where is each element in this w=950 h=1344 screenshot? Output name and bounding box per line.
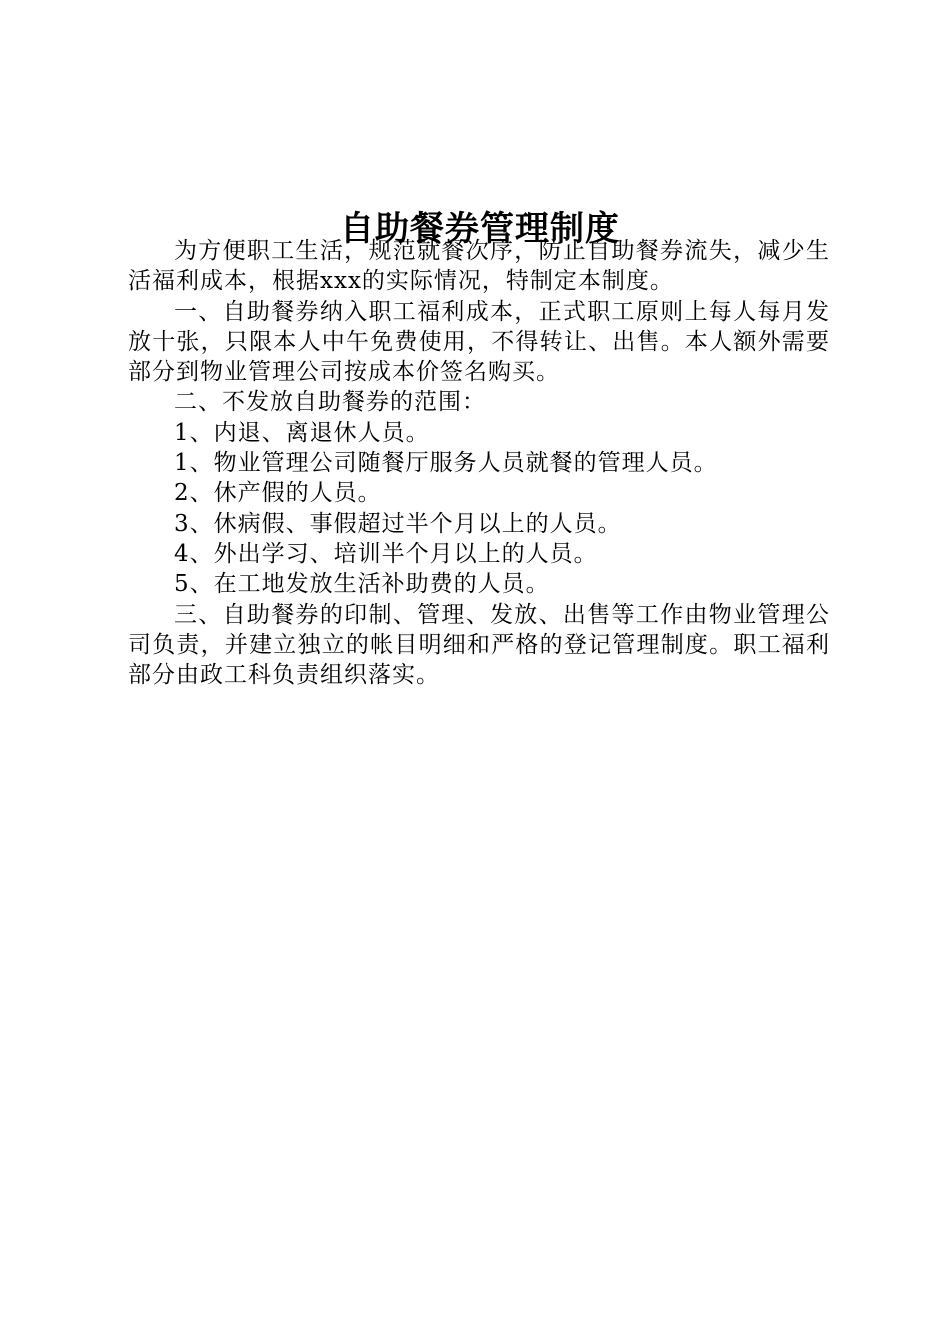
document-title: 自助餐券管理制度 <box>340 208 620 249</box>
section-two-heading: 二、不发放自助餐券的范围： <box>174 389 486 416</box>
document-body <box>128 236 830 690</box>
section-three-paragraph: 三、自助餐券的印制、管理、发放、出售等工作由物业管理公司负责，并建立独立的帐目明细和严格的登记管理制度。职工福利部分由政工科负责组织落实。 <box>128 601 830 689</box>
section-one-paragraph: 一、自助餐券纳入职工福利成本，正式职工原则上每人每月发放十张，只限本人中午免费使用，不得转让、出售。本人额外需要部分到物业管理公司按成本价签名购买。 <box>128 298 830 386</box>
list-item: 2、休产假的人员。 <box>174 480 382 507</box>
intro-paragraph: 为方便职工生活，规范就餐次序，防止自助餐券流失，减少生活福利成本，根据xxx的实际情况，特制定本制度。 <box>128 238 830 295</box>
list-item: 1、物业管理公司随餐厅服务人员就餐的管理人员。 <box>174 450 718 477</box>
list-item: 4、外出学习、培训半个月以上的人员。 <box>174 540 598 567</box>
list-item: 1、内退、离退休人员。 <box>174 419 430 446</box>
list-item: 3、休病假、事假超过半个月以上的人员。 <box>174 510 622 537</box>
list-item: 5、在工地发放生活补助费的人员。 <box>174 571 550 598</box>
